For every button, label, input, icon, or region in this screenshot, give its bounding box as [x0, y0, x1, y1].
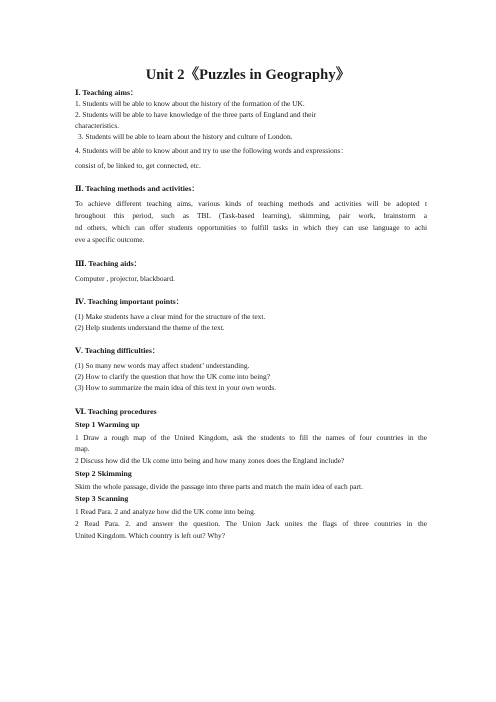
section-heading-procedures: Ⅵ. Teaching procedures	[75, 407, 157, 416]
aims-line-2: 2. Students will be able to have knowledge of the three parts of England and their	[75, 110, 316, 119]
section-heading-important-points: Ⅳ. Teaching important points：	[75, 297, 184, 306]
section-heading-aids: Ⅲ. Teaching aids：	[75, 259, 142, 268]
step-1-line-1-cont: map.	[75, 444, 90, 453]
methods-line-3: nd others, which can offer students opportunities to fulfill tasks in which they can use language to achi	[75, 223, 427, 232]
step-1-line-1: 1 Draw a rough map of the United Kingdom, ask the students to fill the names of four countries in the	[75, 433, 427, 442]
section-heading-difficulties: Ⅴ. Teaching difficulties：	[75, 346, 160, 355]
step-2-heading: Step 2 Skimming	[75, 469, 132, 478]
aims-line-4: 4. Students will be able to know about and try to use the following words and expressions：	[75, 146, 348, 155]
aims-line-3: 3. Students will be able to learn about the history and culture of London.	[78, 132, 293, 141]
aims-line-4-cont: consist of, be linked to, get connected, etc.	[75, 161, 201, 170]
important-point-2: (2) Help students understand the theme of the text.	[75, 323, 225, 332]
step-3-heading: Step 3 Scanning	[75, 494, 129, 503]
important-point-1: (1) Make students have a clear mind for the structure of the text.	[75, 312, 266, 321]
step-3-line-2-cont: United Kingdom. Which country is left out? Why?	[75, 531, 225, 540]
step-3-line-1: 1 Read Para. 2 and analyze how did the UK come into being.	[75, 507, 256, 516]
document-title: Unit 2《Puzzles in Geography》	[145, 67, 351, 83]
step-1-heading: Step 1 Warming up	[75, 420, 140, 429]
aims-line-1: 1. Students will be able to know about the history of the formation of the UK.	[75, 99, 305, 108]
methods-line-1: To achieve different teaching aims, various kinds of teaching methods and activities will be adopted t	[75, 199, 427, 208]
step-1-line-2: 2 Discuss how did the Uk come into being and how many zones does the England include?	[75, 456, 345, 465]
aims-line-2-cont: characteristics.	[75, 121, 120, 130]
section-heading-methods: Ⅱ. Teaching methods and activities：	[75, 184, 200, 193]
difficulty-2: (2) How to clarify the question that how the UK come into being?	[75, 372, 270, 381]
step-2-line-1: Skim the whole passage, divide the passage into three parts and match the main idea of each part.	[75, 482, 363, 491]
aids-line-1: Computer , projector, blackboard.	[75, 274, 175, 283]
step-3-line-2: 2 Read Para. 2. and answer the question. The Union Jack unites the flags of three countries in the	[75, 519, 427, 528]
section-heading-teaching-aims: Ⅰ. Teaching aims：	[75, 88, 138, 97]
methods-line-4: eve a specific outcome.	[75, 235, 145, 244]
difficulty-1: (1) So many new words may affect student’ understanding.	[75, 361, 250, 370]
methods-line-2: hroughout this period, such as TBL (Task-based learning), skimming, pair work, brainstorm a	[75, 211, 427, 220]
difficulty-3: (3) How to summarize the main idea of this text in your own words.	[75, 383, 277, 392]
